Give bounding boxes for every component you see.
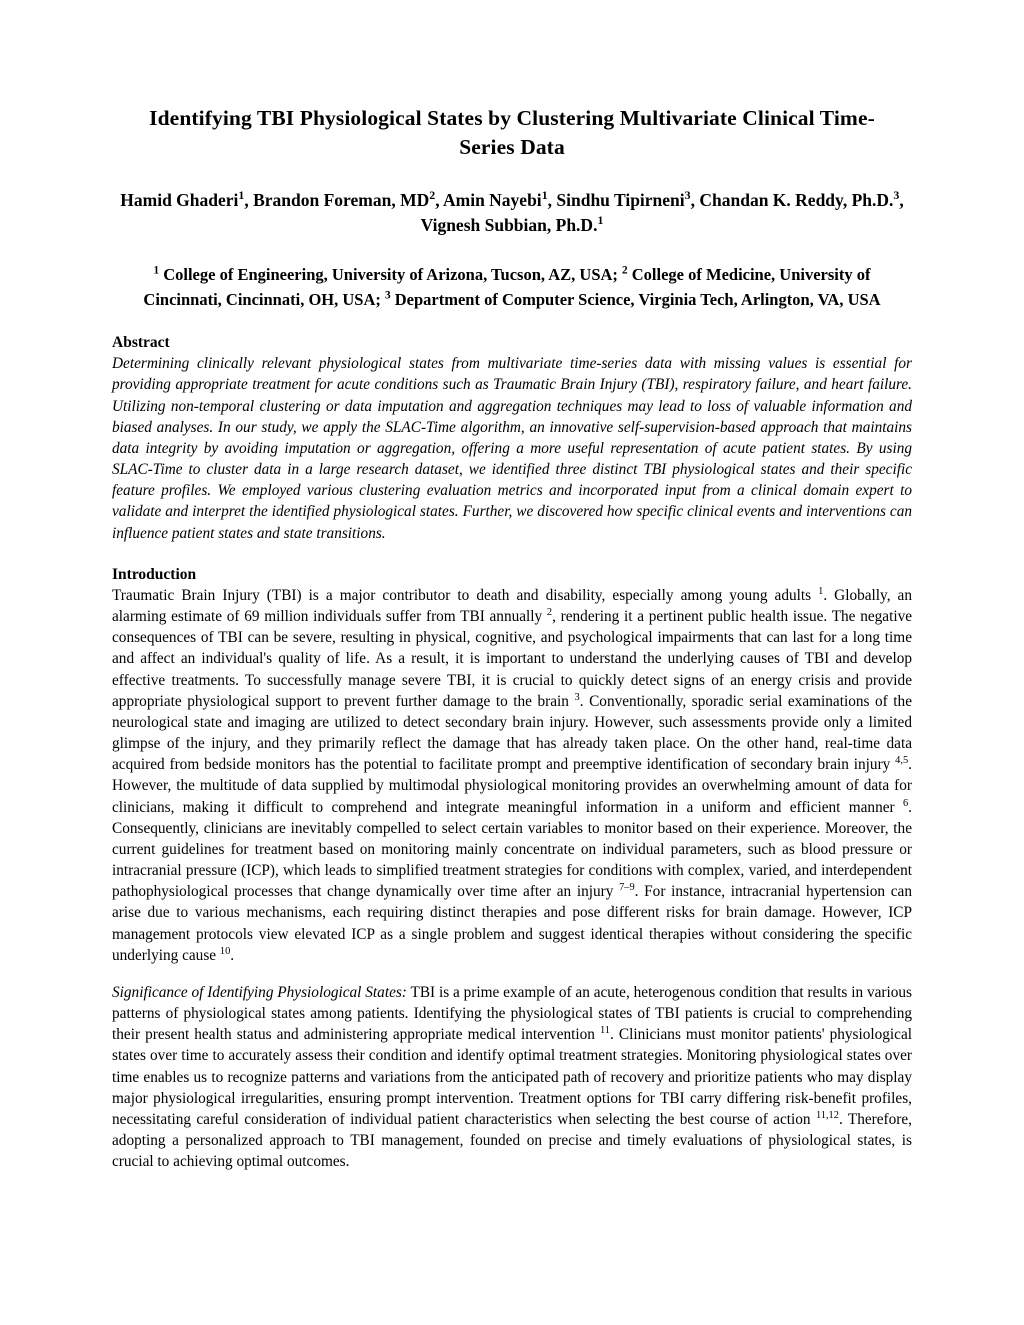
page-title: Identifying TBI Physiological States by Clustering Multivariate Clinical Time-Series Data bbox=[149, 106, 875, 160]
intro-text: . Consequently, clinicians are inevitably compelled to select certain variables to monitor based on their experience. Moreover, the current guidelines for treatment based on monitoring mainly concentrate on individual parameters, such as blood pressure or intracranial pressure (ICP), which leads to simplified treatment strategies for conditions with complex, varied, and interdependent pathophysiological processes that change dynamically over time after an injury bbox=[112, 798, 912, 901]
introduction-paragraph-2 bbox=[112, 982, 912, 1173]
intro-text: . Globally, an alarming estimate of 69 million individuals suffer from TBI annually bbox=[112, 586, 912, 625]
citation-ref: 10 bbox=[219, 945, 231, 957]
citation-ref: 1 bbox=[818, 585, 824, 597]
author-name-2: , Brandon Foreman, MD bbox=[244, 190, 430, 211]
citation-ref: 4,5 bbox=[895, 755, 909, 767]
author-name-6: , Vignesh Subbian, Ph.D. bbox=[420, 190, 904, 236]
abstract-body: Determining clinically relevant physiological states from multivariate time-series data with missing values is essential for providing appropriate treatment for acute conditions such as Traumatic Brain Injury (TBI), respiratory failure, and heart failure. Utilizing non-temporal clustering or data imputation and aggregation techniques may lead to loss of valuable information and biased analyses. In our study, we apply the SLAC-Time algorithm, an innovative self-supervision-based approach that maintains data integrity by avoiding imputation or aggregation, offering a more useful representation of acute patient states. By using SLAC-Time to cluster data in a large research dataset, we identified three distinct TBI physiological states and their specific feature profiles. We employed various clustering evaluation metrics and incorporated input from a clinical domain expert to validate and interpret the identified physiological states. Further, we discovered how specific clinical events and interventions can influence patient states and state transitions. bbox=[112, 355, 912, 542]
introduction-heading: Introduction bbox=[112, 565, 197, 583]
intro-text: . Conventionally, sporadic serial examinations of the neurological state and imaging are utilized to detect secondary brain injury. However, such assessments provide only a limited glimpse of the injury, and they primarily reflect the damage that has already taken place. On the other hand, real-time data acquired from bedside monitors has the potential to facilitate prompt and preemptive identification of secondary brain injury bbox=[112, 692, 912, 774]
author-affiliation-marker: 3 bbox=[684, 188, 691, 203]
affiliation-text-1: College of Engineering, University of Arizona, Tucson, AZ, USA; bbox=[159, 264, 623, 284]
affiliation-marker-1: 1 bbox=[153, 264, 160, 277]
author-list bbox=[120, 188, 904, 239]
affiliation-marker-3: 3 bbox=[385, 289, 391, 302]
intro-text: . For instance, intracranial hypertension can arise due to various mechanisms, each requiring distinct therapies and pose different risks for brain damage. However, ICP management protocols view elevated ICP as a single problem and suggest identical therapies without considering the specific underlying cause bbox=[112, 883, 912, 964]
intro-text: Traumatic Brain Injury (TBI) is a major contributor to death and disability, especially among young adults bbox=[112, 586, 819, 604]
author-affiliation-marker: 1 bbox=[541, 188, 548, 203]
citation-ref: 11 bbox=[599, 1025, 610, 1037]
author-affiliation-marker: 1 bbox=[238, 188, 245, 203]
affiliations bbox=[118, 263, 906, 313]
author-name-1: Hamid Ghaderi bbox=[120, 190, 239, 211]
author-name-5: , Chandan K. Reddy, Ph.D. bbox=[690, 190, 894, 211]
author-affiliation-marker: 3 bbox=[893, 188, 900, 203]
affiliation-text-3: Department of Computer Science, Virginia Tech, Arlington, VA, USA bbox=[390, 289, 881, 309]
intro-text: . However, the multitude of data supplied by multimodal physiological monitoring provides an overwhelming amount of data for clinicians, making it difficult to comprehend and integrate meaningful information in a uniform and efficient manner bbox=[112, 756, 912, 816]
author-affiliation-marker: 2 bbox=[429, 188, 436, 203]
citation-ref: 6 bbox=[902, 797, 909, 809]
affiliation-marker-2: 2 bbox=[622, 264, 628, 277]
citation-ref: 7–9 bbox=[619, 882, 635, 894]
intro-text: . Therefore, adopting a personalized approach to TBI management, founded on precise and timely evaluations of physiological states, is crucial to achieving optimal outcomes. bbox=[112, 1110, 912, 1171]
author-name-4: , Sindhu Tipirneni bbox=[547, 190, 685, 211]
subsection-lead-in: Significance of Identifying Physiological States: bbox=[112, 983, 407, 1001]
affiliation-text-2: College of Medicine, University of Cincinnati, Cincinnati, OH, USA; bbox=[143, 264, 871, 309]
citation-ref: 3 bbox=[574, 691, 580, 703]
author-affiliation-marker: 1 bbox=[597, 213, 604, 228]
citation-ref: 2 bbox=[546, 606, 553, 618]
intro-text: TBI is a prime example of an acute, heterogenous condition that results in various patterns of physiological states among patients. Identifying the physiological states of TBI patients is crucial to comprehending their present health status and administering appropriate medical intervention bbox=[112, 983, 912, 1044]
introduction-paragraph-1 bbox=[112, 585, 912, 966]
citation-ref: 11,12 bbox=[815, 1109, 839, 1121]
author-name-3: , Amin Nayebi bbox=[435, 190, 542, 211]
abstract-heading: Abstract bbox=[112, 334, 170, 352]
intro-text: . Clinicians must monitor patients' physiological states over time to accurately assess their condition and identify optimal treatment strategies. Monitoring physiological states over time enables us to recognize patterns and variations from the anticipated path of recovery and prioritize patients who may display major physiological irregularities, ensuring prompt intervention. Treatment options for TBI carry differing risk-benefit profiles, necessitating careful consideration of individual patient characteristics when selecting the best course of action bbox=[112, 1026, 913, 1128]
intro-text: . bbox=[230, 946, 235, 964]
intro-text: , rendering it a pertinent public health issue. The negative consequences of TBI can be severe, resulting in physical, cognitive, and psychological impairments that can last for a long time and affect an individual's quality of life. As a result, it is important to understand the underlying causes of TBI and develop effective treatments. To successfully manage severe TBI, it is crucial to quickly detect signs of an energy crisis and provide appropriate physiological support to prevent further damage to the brain bbox=[112, 608, 913, 710]
